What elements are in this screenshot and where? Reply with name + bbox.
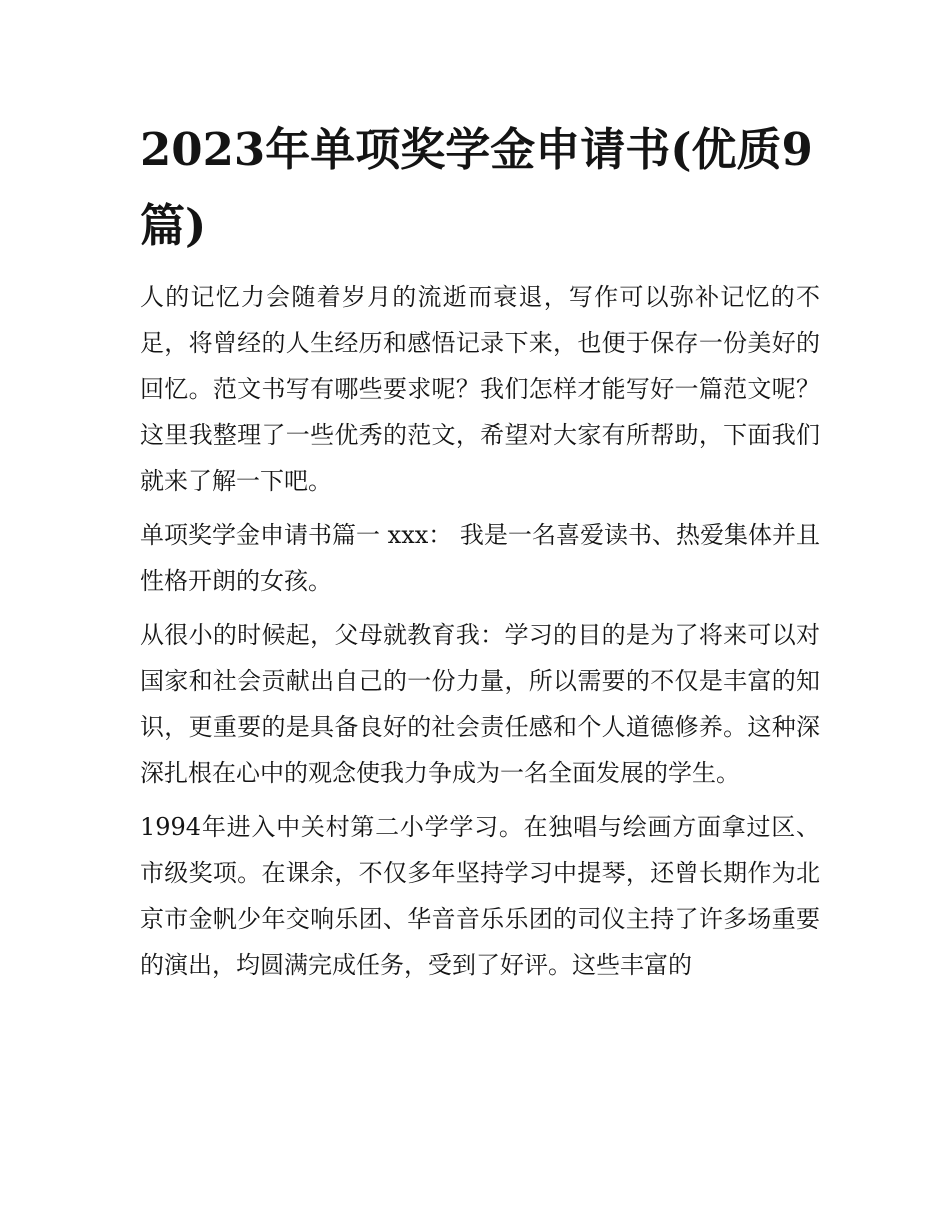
- paragraph-upbringing: 从很小的时候起，父母就教育我：学习的目的是为了将来可以对国家和社会贡献出自己的一份力量，所以需要的不仅是丰富的知识，更重要的是具备良好的社会责任感和个人道德修养。这种深深扎根在心中的观念使我力争成为一名全面发展的学生。: [140, 621, 820, 787]
- document-title: 2023年单项奖学金申请书(优质9篇): [140, 123, 813, 252]
- document-page: [140, 112, 820, 988]
- paragraph-intro: 人的记忆力会随着岁月的流逝而衰退，写作可以弥补记忆的不足，将曾经的人生经历和感悟记录下来，也便于保存一份美好的回忆。范文书写有哪些要求呢？我们怎样才能写好一篇范文呢？这里我整理了一些优秀的范文，希望对大家有所帮助，下面我们就来了解一下吧。: [140, 283, 820, 495]
- paragraph-salutation: 单项奖学金申请书篇一 xxx： 我是一名喜爱读书、热爱集体并且性格开朗的女孩。: [140, 521, 820, 595]
- paragraph-school-experience: 1994年进入中关村第二小学学习。在独唱与绘画方面拿过区、市级奖项。在课余，不仅多年坚持学习中提琴，还曾长期作为北京市金帆少年交响乐团、华音音乐乐团的司仪主持了许多场重要的演出，均圆满完成任务，受到了好评。这些丰富的: [140, 813, 820, 979]
